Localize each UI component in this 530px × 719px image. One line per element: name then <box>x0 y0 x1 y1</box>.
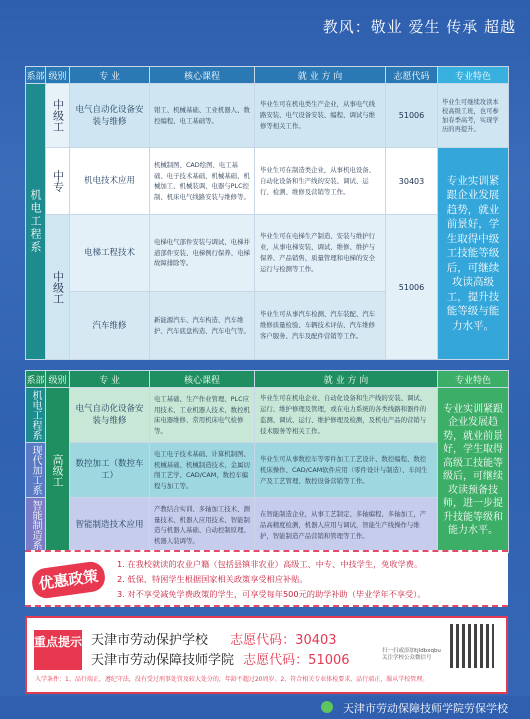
header-feature: 专业特色 <box>438 371 509 388</box>
header-level: 级别 <box>46 371 70 388</box>
major-cell: 机电技术应用 <box>70 148 150 215</box>
school-name-1: 天津市劳动保护学校 <box>91 633 209 648</box>
policy-section <box>25 550 508 607</box>
header-dept: 系部 <box>26 67 46 84</box>
major-cell: 智能制造技术应用 <box>70 498 150 553</box>
header-direction: 就 业 方 向 <box>255 371 438 388</box>
policy-lines <box>117 557 426 602</box>
policy-line: 1. 在我校就读的农业户籍（包括县镇非农业）高级工、中专、中技学生，免收学费。 <box>117 559 423 569</box>
direction-cell: 在智能制造企业，从事工艺制定、多轴编程、多轴加工，产品高精度检测，机器人应用与调试，智能生产线操作与维护，智能制造产品营销和管理等工作。 <box>255 498 438 553</box>
program-table-advanced <box>25 370 508 550</box>
policy-badge: 优惠政策 <box>30 560 106 600</box>
major-cell: 电气自动化设备安装与维修 <box>70 388 150 443</box>
policy-line: 2. 低保、特困学生根据国家相关政策享受相应补贴。 <box>117 574 308 584</box>
level-cell: 高级工 <box>46 388 70 553</box>
courses-cell: 钳工、机械基础、工业机器人、数控编程、电工基础等。 <box>150 84 255 148</box>
direction-cell: 毕业生可从事数控车等零件加工工艺设计、数控编程、数控机床操作、CAD/CAM软件应用（零件设计与制造）、车间生产及工艺管理、数控设备营销等工作。 <box>255 443 438 498</box>
code-value-2: 51006 <box>308 653 350 668</box>
header-major: 专 业 <box>70 371 150 388</box>
department-cell: 机电工程系 <box>26 84 46 360</box>
school-line-1 <box>91 629 337 648</box>
level-cell: 中专 <box>46 148 70 215</box>
school-line-2 <box>91 649 350 668</box>
header-feature: 专业特色 <box>438 67 509 84</box>
major-cell: 汽车维修 <box>70 292 150 360</box>
direction-cell: 毕业生可在电梯生产制造、安装与维护行业，从事电梯安装、调试、维修、维护与保养、产品销售、质量管理和电梯的安全运行与检测等工作。 <box>255 215 386 292</box>
further-study-note: 毕业生可继续攻读本校高级工班，也可参加春季高考，实现学历的再提升。 <box>438 84 509 148</box>
motto: 教风：敬业 爱生 传承 超越 <box>322 18 516 36</box>
direction-cell: 毕业生可在机电类生产企业，从事电气线路安装、电气设备安装、编程、调试与维修等相关工作。 <box>255 84 386 148</box>
level-cell: 中级工 <box>46 215 70 360</box>
header-level: 级别 <box>46 67 70 84</box>
direction-cell: 毕业生可在制造类企业，从事机电设备、自动化设备和生产线的安装、调试、运行、检测、维修及营销等工作。 <box>255 148 386 215</box>
courses-cell: 新能源汽车、汽车构造、汽车维护、汽车底盘构造、汽车电气等。 <box>150 292 255 360</box>
wechat-icon <box>321 701 333 713</box>
code-cell: 51006 <box>386 84 438 148</box>
footer <box>0 696 530 719</box>
program-table-intermediate <box>25 66 508 359</box>
header-direction: 就 业 方 向 <box>255 67 386 84</box>
table-row <box>26 498 509 553</box>
header-dept: 系部 <box>26 371 46 388</box>
feature-cell: 专业实训紧跟企业发展趋势，就业前景好，学生取得中级工技能等级后，可继续攻读高级工，提升技能等级与能力水平。 <box>438 148 509 360</box>
school-name-2: 天津市劳动保障技师学院 <box>91 653 235 668</box>
direction-cell: 毕业生可在机电企业、自动化设备和生产线的安装、调试、运行、维护修理及管理，或在电力系统的各类线路和器件的监测、调试、运行、维护修理及检测，及机电产品的营销与技术服务等相关工作。 <box>255 388 438 443</box>
feature-cell: 专业实训紧跟企业发展趋势，就业前景好，学生取得高级工技能等级后，可继续攻读预备技师，进一步提升技能等级和能力水平。 <box>438 388 509 553</box>
department-cell: 现代加工系 <box>26 443 46 498</box>
code-cell: 30403 <box>386 148 438 215</box>
code-value-1: 30403 <box>295 633 337 648</box>
major-cell: 电梯工程技术 <box>70 215 150 292</box>
policy-line: 3. 对不享受减免学费政策的学生，可享受每年500元的助学补助（毕业学年不享受）。 <box>117 589 426 599</box>
table-row <box>26 215 509 292</box>
key-notice-box <box>25 616 508 694</box>
department-cell: 智能制造系 <box>26 498 46 553</box>
courses-cell: 电工电子技术基础、计算机制图、机械基础、机械制造技术、金属切削工艺学、CAD/CAM、数控车编程与加工等。 <box>150 443 255 498</box>
header-bar <box>0 0 530 44</box>
admission-requirements: 入学条件：1、品行端正，遵纪守法，没有受过刑事处罚及较大处分的，年龄不超过20周岁。2、符合相关专业体检要求，品行端正，服从学校管理。 <box>35 676 429 683</box>
key-notice-tag: 重点提示 <box>34 630 82 670</box>
header-courses: 核心课程 <box>150 67 255 84</box>
header-courses: 核心课程 <box>150 371 255 388</box>
qr-caption: 扫一扫或添加tjldbxqbu 关注学校公众微信号 <box>382 648 441 661</box>
code-label-1: 志愿代码： <box>230 633 296 648</box>
courses-cell: 电梯电气部件安装与调试、电梯井道部件安装、电梯例行保养、电梯故障排除等。 <box>150 215 255 292</box>
major-cell: 电气自动化设备安装与维修 <box>70 84 150 148</box>
qr-code-icon[interactable] <box>450 624 494 668</box>
table-row <box>26 148 509 215</box>
courses-cell: 机械制图、CAD绘图、电工基础、电子技术基础、机械基础、机械加工、机械装调、电器与PLC控制、机床电气线路安装与维修等。 <box>150 148 255 215</box>
code-cell: 51006 <box>386 215 438 360</box>
table-row <box>26 388 509 443</box>
table-row <box>26 443 509 498</box>
table-header <box>26 67 509 84</box>
department-cell: 机电工程系 <box>26 388 46 443</box>
courses-cell: 产教结合实训、多轴加工技术、测量技术、机器人应用技术、智能制造与机器人基础、自动控制原理、机器人装调等。 <box>150 498 255 553</box>
table-row <box>26 84 509 148</box>
header-major: 专 业 <box>70 67 150 84</box>
level-cell: 中级工 <box>46 84 70 148</box>
direction-cell: 毕业生可从事汽车检测、汽车装配、汽车维修质量检验、车辆技术评估、汽车维修客户服务、汽车及配件营销等工作。 <box>255 292 386 360</box>
header-code: 志愿代码 <box>386 67 438 84</box>
footer-watermark: 天津市劳动保障技师学院劳保学校 <box>343 702 508 715</box>
code-label-2: 志愿代码： <box>243 653 309 668</box>
courses-cell: 电工基础、生产作业管理、PLC应用技术、工业机器人技术、数控机床电器维修、常用机床电气检修等。 <box>150 388 255 443</box>
major-cell: 数控加工（数控车工） <box>70 443 150 498</box>
table-header <box>26 371 509 388</box>
